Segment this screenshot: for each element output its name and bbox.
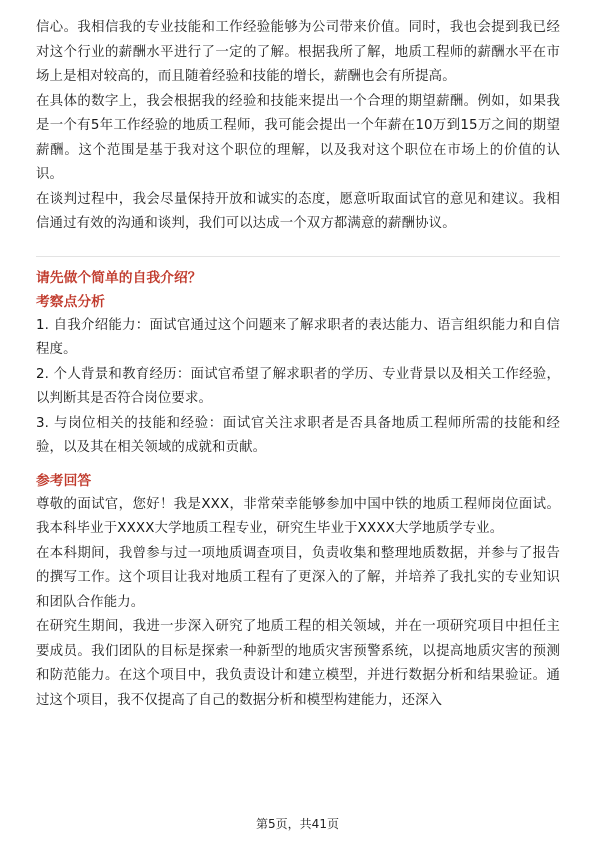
question-title: 请先做个简单的自我介绍？	[36, 269, 202, 286]
section-divider	[36, 256, 560, 257]
analysis-item-3: 3. 与岗位相关的技能和经验：面试官关注求职者是否具备地质工程师所需的技能和经验，以及其在相关领域的成就和贡献。	[36, 415, 560, 455]
analysis-item-1: 1. 自我介绍能力：面试官通过这个问题来了解求职者的表达能力、语言组织能力和自信程度。	[36, 317, 560, 357]
answer-paragraph-1: 尊敬的面试官，您好！我是XXX，非常荣幸能够参加中国中铁的地质工程师岗位面试。我本科毕业于XXXX大学地质工程专业，研究生毕业于XXXX大学地质学专业。	[36, 496, 560, 536]
intro-paragraph-1: 信心。我相信我的专业技能和工作经验能够为公司带来价值。同时，我也会提到我已经对这个行业的薪酬水平进行了一定的了解。根据我所了解，地质工程师的薪酬水平在市场上是相对较高的，而且随着经验和技能的增长，薪酬也会有所提高。	[36, 20, 560, 84]
answer-heading: 参考回答	[36, 472, 92, 489]
analysis-item-2: 2. 个人背景和教育经历：面试官希望了解求职者的学历、专业背景以及相关工作经验，以判断其是否符合岗位要求。	[36, 366, 560, 406]
section-gap	[36, 461, 560, 469]
intro-paragraph-2: 在具体的数字上，我会根据我的经验和技能来提出一个合理的期望薪酬。例如，如果我是一个有5年工作经验的地质工程师，我可能会提出一个年薪在10万到15万之间的期望薪酬。这个范围是基于我对这个职位的理解，以及我对这个职位在市场上的价值的认识。	[36, 93, 560, 182]
answer-paragraph-2: 在本科期间，我曾参与过一项地质调查项目，负责收集和整理地质数据，并参与了报告的撰写工作。这个项目让我对地质工程有了更深入的了解，并培养了我扎实的专业知识和团队合作能力。	[36, 545, 560, 610]
intro-paragraph-3: 在谈判过程中，我会尽量保持开放和诚实的态度，愿意听取面试官的意见和建议。我相信通过有效的沟通和谈判，我们可以达成一个双方都满意的薪酬协议。	[36, 191, 560, 231]
analysis-heading: 考察点分析	[36, 293, 105, 310]
answer-paragraph-3: 在研究生期间，我进一步深入研究了地质工程的相关领域，并在一项研究项目中担任主要成员。我们团队的目标是探索一种新型的地质灾害预警系统，以提高地质灾害的预测和防范能力。在这个项目中，我负责设计和建立模型，并进行数据分析和结果验证。通过这个项目，我不仅提高了自己的数据分析和模型构建能力，还深入	[36, 619, 560, 708]
page-number-footer: 第5页，共41页	[256, 817, 339, 831]
document-page	[36, 16, 560, 713]
